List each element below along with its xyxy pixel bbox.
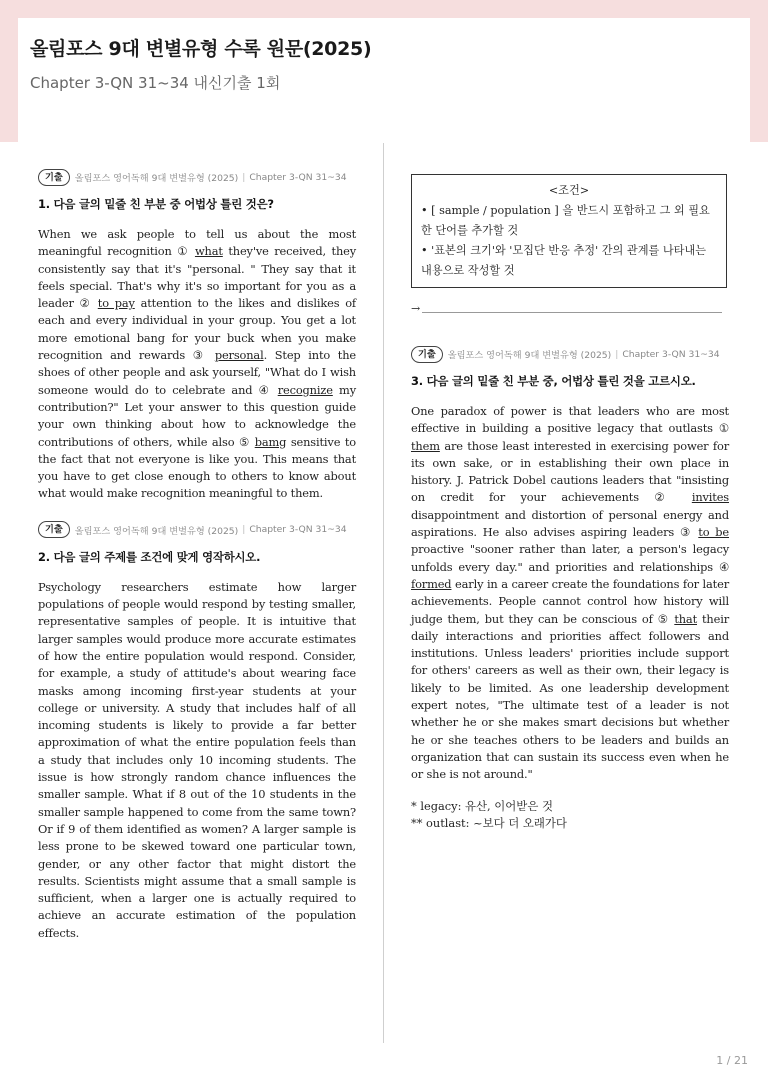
source-chapter: Chapter 3-QN 31~34 [622, 348, 720, 360]
meta-separator: | [242, 171, 246, 183]
underlined-choice: recognize [277, 382, 333, 397]
answer-line[interactable] [411, 302, 729, 315]
meta-separator: | [242, 524, 246, 536]
question-3 [411, 345, 729, 833]
underlined-choice: that [674, 611, 697, 626]
underlined-choice: to pay [97, 296, 135, 311]
passage-text: attention to the likes and dislikes of each and every individual in your group. You get a lot more emotional bang for your buck when you make recognition and rewards ③ [38, 296, 356, 363]
question-1 [38, 168, 356, 503]
passage-text: One paradox of power is that leaders who are most effective in building a positive legacy that outlasts ① [411, 404, 729, 436]
source-book: 올림포스 영어독해 9대 변별유형 (2025) [74, 173, 239, 184]
passage-text: disappointment and distortion of personal energy and aspirations. He also advises aspiring leaders ③ [411, 507, 729, 540]
column-divider [383, 143, 384, 1043]
passage-text: their daily interactions and priorities affect followers and institutions. Unless leaders' priorities include support for others' careers as well as their own, their legacy is likely to be limited. As one leadership development expert notes, "The ultimate test of a leader is not whether he or she makes smart decisions but whether he or she teaches others to be leaders and builds an organization that can sustain its success even when he or she is not around." [411, 611, 729, 782]
condition-item: • [ sample / population ] 을 반드시 포함하고 그 외 필요한 단어를 추가할 것 [421, 204, 710, 237]
passage-text: are those least interested in exercising power for its own sake, or in establishing their own place in history. J. Patrick Dobel cautions leaders that "insisting on credit for your achievements ② [411, 438, 729, 505]
question-title: 1. 다음 글의 밑줄 친 부분 중 어법상 틀린 것은? [38, 197, 274, 211]
question-passage [38, 226, 356, 503]
footnote: ** outlast: ~보다 더 오래가다 [411, 816, 567, 831]
question-passage [411, 403, 729, 784]
exam-tag: 기출 [38, 521, 70, 538]
underlined-choice: them [411, 438, 440, 453]
question-meta [38, 521, 356, 539]
exam-tag: 기출 [411, 346, 443, 363]
meta-separator: | [615, 348, 619, 360]
condition-title: <조건> [548, 184, 590, 197]
right-column [411, 174, 729, 851]
left-column [38, 168, 356, 960]
answer-blank[interactable] [422, 304, 722, 313]
underlined-choice: what [194, 244, 223, 259]
question-title: 2. 다음 글의 주제를 조건에 맞게 영작하시오. [38, 549, 261, 564]
passage-text: my contribution?" Let your answer to this question guide your own thinking about how to acknowledge the contributions of others, while also ⑤ [38, 382, 356, 449]
question-title: 3. 다음 글의 밑줄 친 부분 중, 어법상 틀린 것을 고르시오. [411, 374, 696, 388]
question-meta [411, 345, 729, 363]
passage-text: they've received, they consistently say that it's "personal. " They say that it feels special. That's why it's so important for you as a leader ② [38, 244, 357, 311]
exam-tag: 기출 [38, 169, 70, 186]
question-meta [38, 168, 356, 186]
condition-item: • '표본의 크기'와 '모집단 반응 추정' 간의 관계를 나타내는 내용으로 작성할 것 [421, 244, 707, 277]
underlined-choice: personal [214, 348, 264, 363]
passage-text: . Step into the shoes of other people and ask yourself, "What do I wish someone would do to celebrate and ④ [38, 348, 356, 397]
underlined-choice: invites [691, 490, 729, 505]
arrow-icon: → [411, 302, 421, 315]
underlined-choice: bamg [254, 434, 287, 449]
passage-text: proactive "sooner rather than later, a person's legacy unfolds every day." and priorities and relationships ④ [411, 542, 729, 574]
question-2 [38, 521, 356, 942]
passage-text: When we ask people to tell us about the most meaningful recognition ① [38, 227, 356, 259]
underlined-choice: to be [698, 525, 729, 540]
page-subtitle: Chapter 3-QN 31~34 내신기출 1회 [30, 74, 281, 92]
page-number: 1 / 21 [716, 1054, 748, 1067]
passage-text: early in a career create the foundations for later achievements. People cannot control how history will judge them, but they can be conscious of ⑤ [411, 576, 729, 626]
source-chapter: Chapter 3-QN 31~34 [249, 524, 347, 536]
condition-box [411, 174, 727, 288]
source-book: 올림포스 영어독해 9대 변별유형 (2025) [74, 525, 239, 537]
source-chapter: Chapter 3-QN 31~34 [249, 171, 347, 183]
footnote: * legacy: 유산, 이어받은 것 [411, 798, 553, 813]
passage-text: sensitive to the fact that not everyone is like you. This means that you have to get close enough to others to know about what would make recognition meaningful to them. [38, 434, 356, 501]
question-passage: Psychology researchers estimate how larger populations of people would respond by testing smaller, representative samples of people. It is intuitive that larger samples would produce more accurate estimates of how the entire population would respond. Consider, for example, a study of attitude's about wearing face masks among incoming first-year students at your college or university. A study that includes half of all incoming students is likely to provide a far better approximation of what the entire population feels than a study that includes only 10 incoming students. The issue is how strongly random chance influences the smaller sample. What if 8 out of the 10 students in the smaller sample happened to come from the same town? Or if 9 of them identified as women? A larger sample is less prone to be skewed toward one particular town, gender, or any other factor that might distort the results. Scientists might assume that a small sample is sufficient, when a larger one is actually required to achieve an accurate estimation of the population effects. [38, 579, 356, 940]
page-title: 올림포스 9대 변별유형 수록 원문(2025) [30, 38, 372, 60]
underlined-choice: formed [411, 576, 452, 591]
source-book: 올림포스 영어독해 9대 변별유형 (2025) [447, 350, 612, 361]
